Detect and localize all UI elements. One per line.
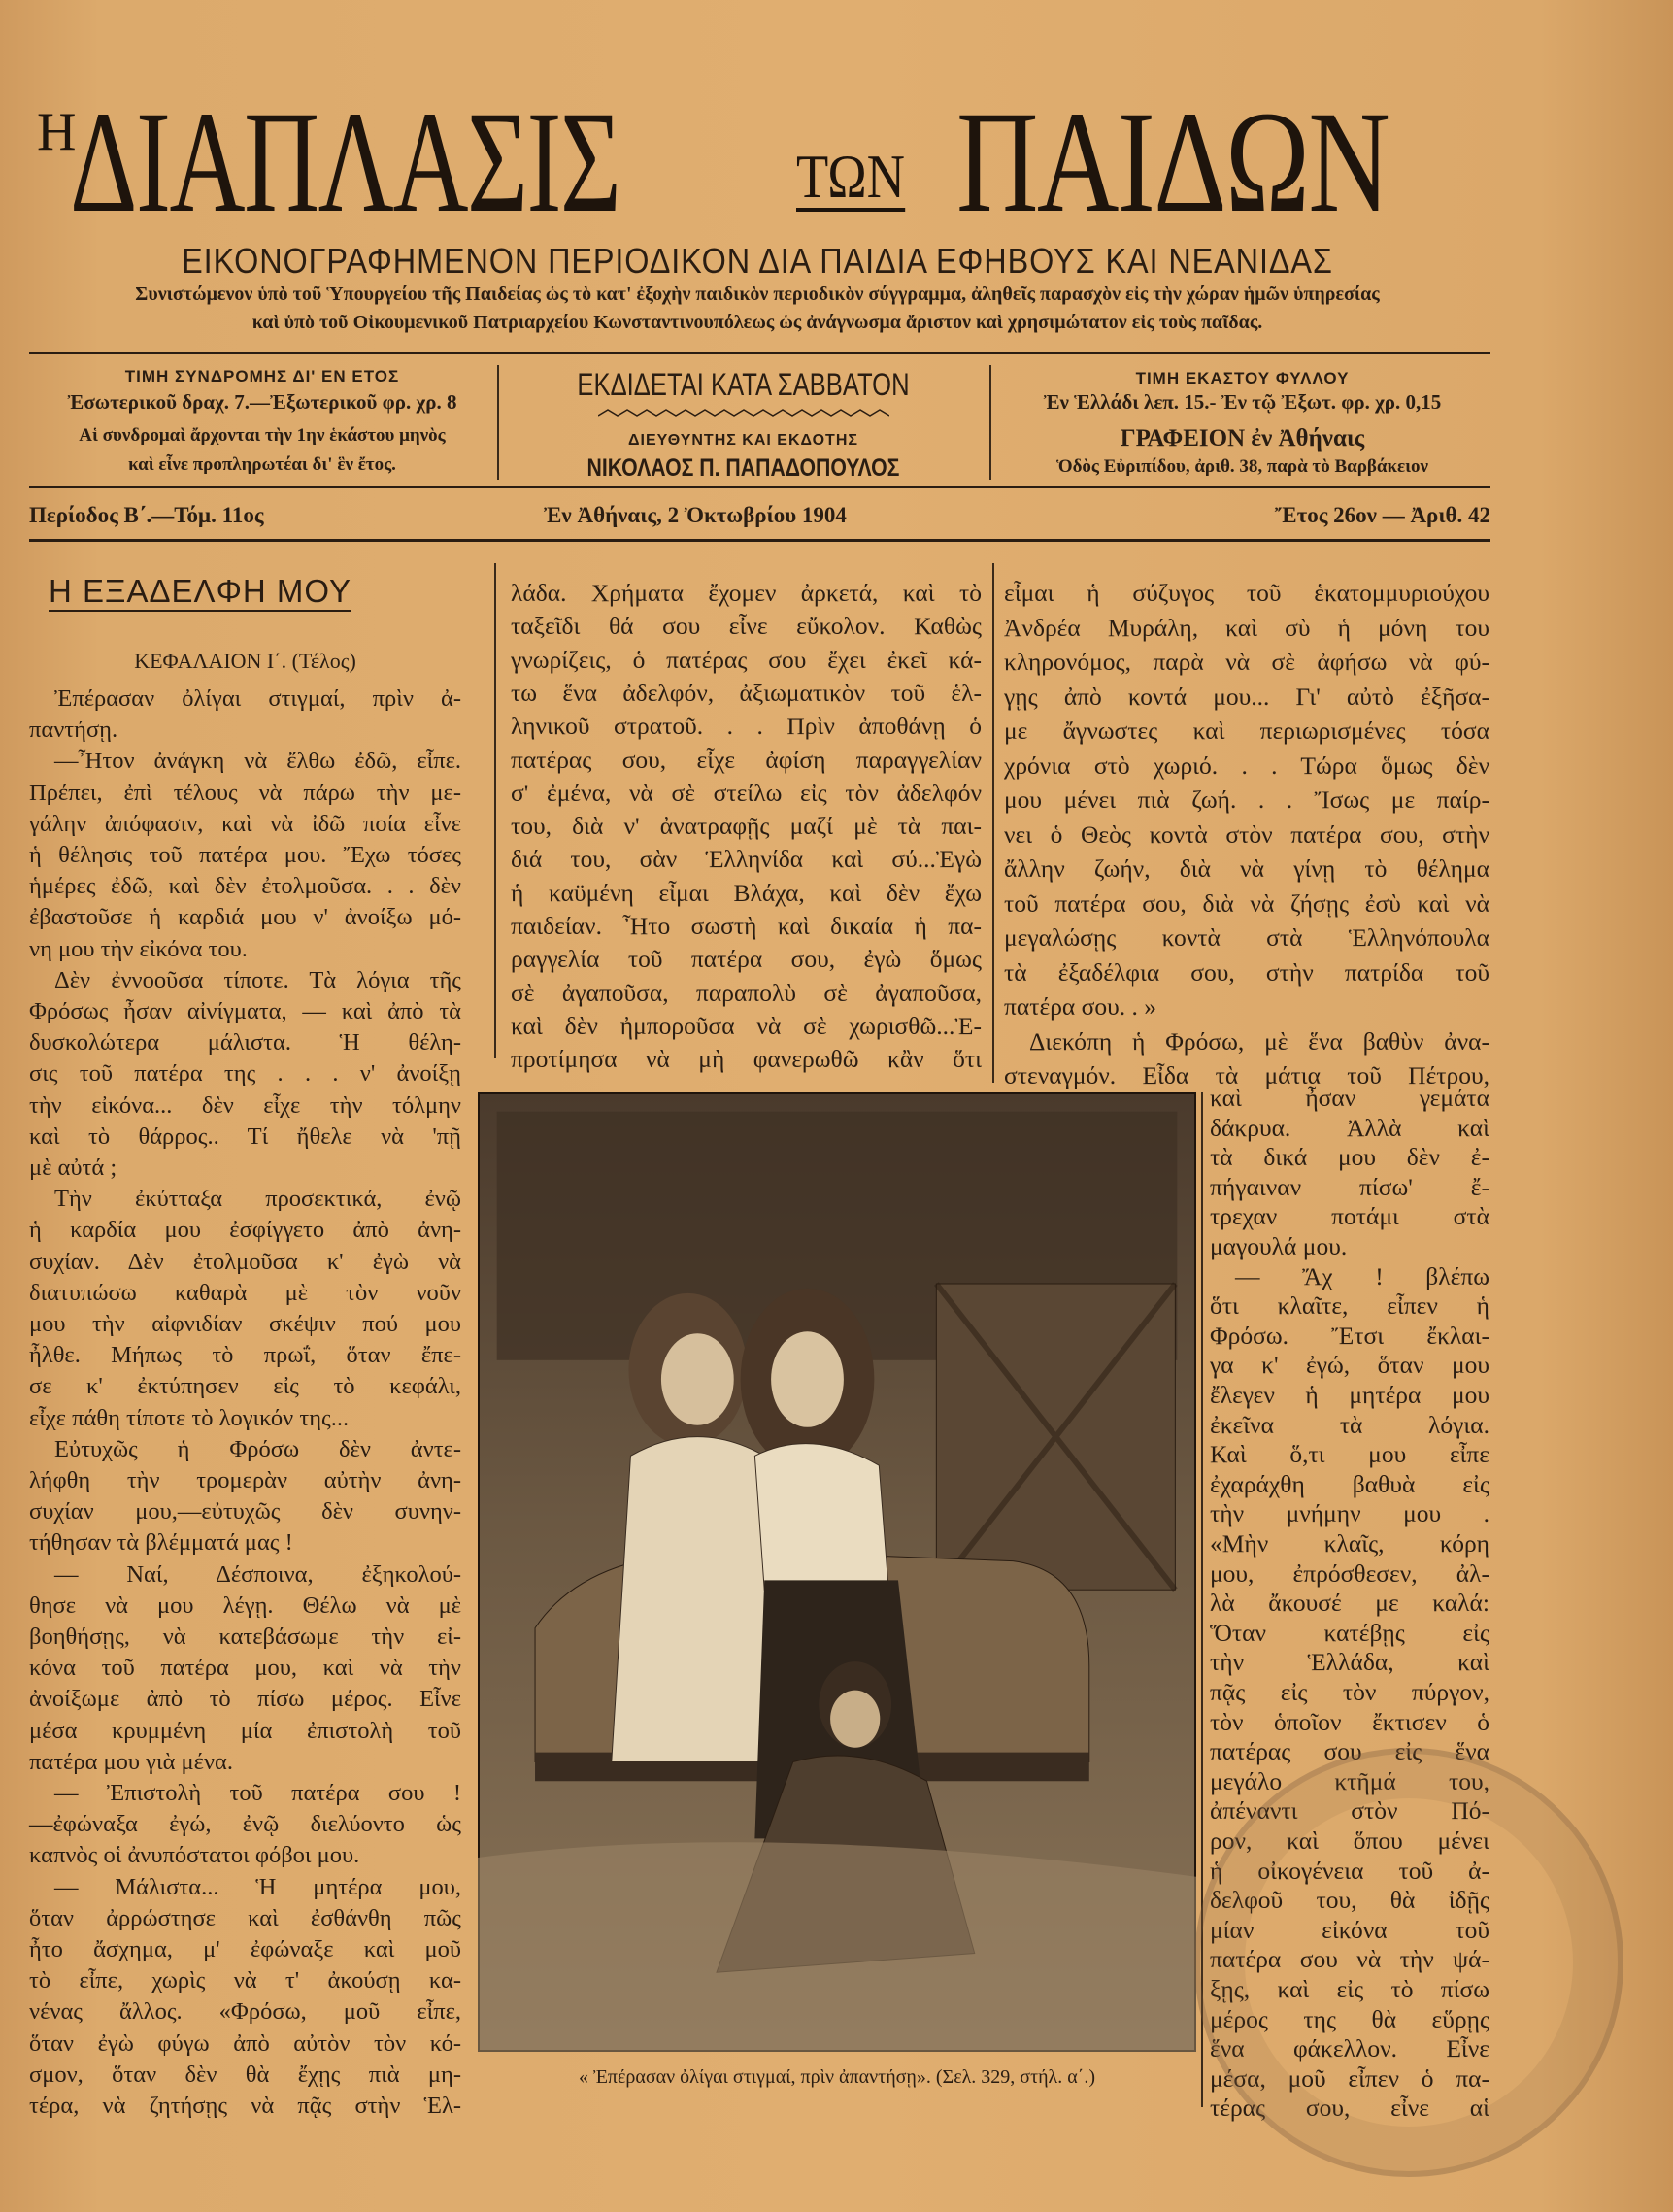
article-text-line: μέσα κρυμμένη μία ἐπιστολὴ τοῦ xyxy=(29,1717,461,1744)
article-text-line: Φρόσω. Ἔτσι ἔκλαι- xyxy=(1210,1321,1489,1350)
article-text-line: τέρα, νὰ ζητήσῃς νὰ πᾷς στὴν Ἑλ- xyxy=(29,2093,461,2119)
article-text-line: μέσα, μοῦ εἶπεν ὁ πα- xyxy=(1210,2063,1489,2093)
article-text-line: —ἐφώναξα ἐγώ, ἐνῷ διελύοντο ὡς xyxy=(29,1811,461,1838)
article-text-line: «Μὴν κλαῖς, κόρη xyxy=(1210,1529,1489,1558)
article-text-line: στεναγμόν. Εἶδα τὰ μάτια τοῦ Πέτρου, xyxy=(1004,1061,1489,1089)
article-text-line: παιδείαν. Ἦτο σωστὴ καὶ δικαία ἡ πα- xyxy=(511,912,982,940)
article-text-line: μου, ἐπρόσθεσεν, ἀλ- xyxy=(1210,1558,1489,1588)
article-text-line: τὰ δικά μου δὲν ἐ- xyxy=(1210,1143,1489,1172)
article-text-line: μέρος της θὰ εὕρῃς xyxy=(1210,2004,1489,2033)
column-rule xyxy=(992,563,994,1083)
article-text-line: ξῃς, καὶ εἰς τὸ πίσω xyxy=(1210,1975,1489,2003)
article-text-line: με ἄγνωστες καὶ περιωρισμένες τόσα xyxy=(1004,717,1489,745)
article-text-line: του, διὰ ν' ἀνατραφῇς μαζί μὲ τὰ παι- xyxy=(511,812,982,841)
article-text-line: ὅταν ἐγὼ φύγω ἀπὸ αὐτὸν τὸν κό- xyxy=(29,2029,461,2057)
article-text-line: παντήσῃ. xyxy=(29,717,118,744)
article-text-line: εἶχε πάθη τίποτε τὸ λογικόν της... xyxy=(29,1404,350,1431)
office-heading: ΓΡΑΦΕΙΟΝ ἐν Ἀθήναις xyxy=(1120,425,1365,452)
article-text-line: πατέρας σου, εἶχε ἀφίση παραγγελίαν xyxy=(511,745,982,774)
divider xyxy=(29,539,1490,542)
article-text-line: γα κ' ἐγώ, ὅταν μου xyxy=(1210,1351,1489,1380)
subscription-prepaid: καὶ εἶνε προπληρωτέαι δι' ἓν ἔτος. xyxy=(128,454,396,475)
issue-volume: Περίοδος Β΄.—Τόμ. 11ος xyxy=(29,503,264,527)
article-text-line: πατέρα σου νὰ τὴν ψά- xyxy=(1210,1945,1489,1974)
article-text-line: καὶ ἦσαν γεμάτα xyxy=(1210,1084,1489,1112)
article-text-line: λάδα. Χρήματα ἔχομεν ἀρκετά, καὶ τὸ xyxy=(511,579,982,607)
article-text-line: ραγγελία τοῦ πατέρα σου, ἐγὼ ὅμως xyxy=(511,945,982,974)
illustration-caption: « Ἐπέρασαν ὀλίγαι στιγμαί, πρὶν ἀπαντήσῃ». (Σελ. 329, στήλ. α΄.) xyxy=(578,2066,1096,2088)
article-text-line: συχίαν μου,—εὐτυχῶς δὲν συνην- xyxy=(29,1498,461,1525)
article-text-line: τὴν εἰκόνα... δὲν εἶχε τὴν τόλμην xyxy=(29,1091,461,1119)
article-text-line: Φρόσως ἦσαν αἰνίγματα, — καὶ ἀπὸ τὰ xyxy=(29,998,461,1024)
article-text-line: Δὲν ἐννοοῦσα τίποτε. Τὰ λόγια τῆς xyxy=(54,966,461,993)
subscription-prices: Ἐσωτερικοῦ δραχ. 7.—Ἐξωτερικοῦ φρ. χρ. 8 xyxy=(67,390,457,414)
endorsement-line-2: καὶ ὑπὸ τοῦ Οἰκουμενικοῦ Πατριαρχείου Κωνσταντινουπόλεως ὡς ἀνάγνωσμα ἄριστον καὶ χρησιμώτατον εἰς τοὺς παῖδας. xyxy=(251,312,1263,333)
box-divider xyxy=(989,365,991,480)
article-text-line: Εὐτυχῶς ἡ Φρόσω δὲν ἀντε- xyxy=(54,1435,461,1462)
column-rule xyxy=(494,563,496,1058)
article-text-line: πᾷς εἰς τὸν πύργον, xyxy=(1210,1678,1489,1706)
article-text-line: ἡ οἰκογένεια τοῦ ἀ- xyxy=(1210,1856,1489,1885)
subscription-start: Αἱ συνδρομαὶ ἄρχονται τὴν 1ην ἑκάστου μηνὸς xyxy=(79,425,446,446)
article-text-line: συχίαν. Δὲν ἐτολμοῦσα κ' ἐγὼ νὰ xyxy=(29,1248,461,1275)
article-text-line: — Μάλιστα... Ἡ μητέρα μου, xyxy=(54,1873,461,1900)
article-text-line: ρον, καὶ ὅπου μένει xyxy=(1210,1827,1489,1855)
article-text-line: καπνὸς οἱ ἀνυπόστατοι φόβοι μου. xyxy=(29,1842,360,1869)
article-text-line: τέρας σου, εἶνε αἱ xyxy=(1210,2094,1489,2123)
article-text-line: ἀπέναντι στὸν Πό- xyxy=(1210,1796,1489,1826)
article-text-line: ἕνα φάκελλον. Εἶνε xyxy=(1210,2034,1489,2063)
article-text-line: χρόνια στὸ χωριό. . . Τώρα ὅμως δὲν xyxy=(1004,751,1489,780)
article-text-line: Ὅταν κατέβῃς εἰς xyxy=(1210,1618,1489,1647)
article-text-line: ἦλθε. Μήπως τὸ πρωΐ, ὅταν ἔπε- xyxy=(29,1342,461,1369)
article-text-line: διατυπώσω καθαρὰ μὲ τὸν νοῦν xyxy=(29,1279,461,1306)
issued-saturday: ΕΚΔΙΔΕΤΑΙ ΚΑΤΑ ΣΑΒΒΑΤΟΝ xyxy=(577,367,910,402)
chapter-label: ΚΕΦΑΛΑΙΟΝ Ι΄. (Τέλος) xyxy=(134,649,356,673)
article-text-line: τω ἕνα ἀδελφόν, ἀξιωματικὸν τοῦ ἑλ- xyxy=(511,678,982,707)
article-text-line: τρεχαν ποτάμι στὰ xyxy=(1210,1202,1489,1231)
article-text-line: τὸν ὁποῖον ἔκτισεν ὁ xyxy=(1210,1707,1489,1736)
article-text-line: προτίμησα νὰ μὴ φανερωθῶ κἂν ὅτι xyxy=(511,1045,982,1074)
office-address: Ὁδὸς Εὐριπίδου, ἀριθ. 38, παρὰ τὸ Βαρβάκειον xyxy=(1055,456,1429,477)
article-text-line: λὰ ἄκουσέ με καλά: xyxy=(1210,1589,1489,1618)
article-text-line: πατέρα σου. . » xyxy=(1004,992,1157,1021)
subscription-info xyxy=(29,361,495,483)
article-text-line: εἶμαι ἡ σύζυγος τοῦ ἑκατομμυριούχου xyxy=(1004,579,1489,607)
issue-date: Ἐν Ἀθήναις, 2 Ὀκτωβρίου 1904 xyxy=(544,503,847,527)
article-text-line: ἡ καϋμένη εἶμαι Βλάχα, καὶ δὲν ἔχω xyxy=(511,878,982,907)
article-text-line: ἡ θέλησις τοῦ πατέρα μου. Ἔχω τόσες xyxy=(29,842,461,868)
article-text-line: — Ἄχ ! βλέπω xyxy=(1235,1261,1489,1290)
article-text-line: πήγαιναν πίσω' ἔ- xyxy=(1210,1172,1489,1201)
masthead-word-paidon: ΠΑΙΔΩΝ xyxy=(956,82,1389,243)
article-text-line: ἐχαράχθη βαθυὰ εἰς xyxy=(1210,1469,1489,1498)
article-text-line: μου μένει πιὰ ζωή. . . Ἴσως με παίρ- xyxy=(1004,786,1489,814)
divider xyxy=(29,486,1490,488)
subtitle: ΕΙΚΟΝΟΓΡΑΦΗΜΕΝΟΝ ΠΕΡΙΟΔΙΚΟΝ ΔΙΑ ΠΑΙΔΙΑ ΕΦΗΒΟΥΣ ΚΑΙ ΝΕΑΝΙΔΑΣ xyxy=(182,241,1333,281)
article-text-line: σ' ἐμένα, νὰ σὲ στείλω εἰς τὸν ἀδελφόν xyxy=(511,778,982,807)
article-text-line: νένας ἄλλος. «Φρόσω, μοῦ εἶπε, xyxy=(29,1998,461,2026)
article-text-line: σε κ' ἐκτύπησεν εἰς τὸ κεφάλι, xyxy=(29,1373,461,1400)
article-text-line: γῃς ἀπὸ κοντά μου... Γι' αὐτὸ ἐξῆσα- xyxy=(1004,682,1489,711)
article-text-line: διά του, σὰν Ἑλληνίδα καὶ σύ...Ἐγὼ xyxy=(511,845,982,874)
article-text-line: ἄλλην ζωήν, διὰ νὰ γίνῃ τὸ θέλημα xyxy=(1004,855,1489,883)
article-text-line: λήφθη τὴν τρομερὰν αὐτὴν ἀνη- xyxy=(29,1467,461,1493)
article-text-line: πατέρα μου γιὰ μένα. xyxy=(29,1748,234,1775)
article-text-line: τὴν μνήμην μου . xyxy=(1210,1499,1489,1528)
article-text-line: γάλην ἀπόφασιν, καὶ νὰ ἰδῶ ποία εἶνε xyxy=(29,810,461,837)
article-text-line: ἡμέρες ἐδῶ, καὶ δὲν ἐτολμοῦσα. . . δὲν xyxy=(29,873,461,900)
article-text-line: ταξεῖδι θά σου εἶνε εὔκολον. Καθὼς xyxy=(511,612,982,641)
article-text-line: σμον, ὅταν δὲν θὰ ἔχῃς πιὰ μη- xyxy=(29,2061,461,2088)
article-text-line: νει ὁ Θεὸς κοντὰ στὸν πατέρα σου, στὴν xyxy=(1004,820,1489,849)
article-text-line: Ἀνδρέα Μυράλη, καὶ σὺ ἡ μόνη του xyxy=(1004,613,1489,642)
issue-price-heading: ΤΙΜΗ ΕΚΑΣΤΟΥ ΦΥΛΛΟΥ xyxy=(1135,369,1350,387)
masthead-article: Η xyxy=(37,102,77,162)
article-text-line: μαγουλά μου. xyxy=(1210,1232,1348,1260)
article-text-line: τὰ ἐξαδέλφια σου, στὴν πατρίδα τοῦ xyxy=(1004,957,1489,987)
issue-price-info xyxy=(992,361,1492,483)
article-text-line: θησε νὰ μου λέγῃ. Θέλω νὰ μὲ xyxy=(29,1592,461,1619)
article-text-line: τὴν Ἑλλάδα, καὶ xyxy=(1210,1648,1489,1677)
article-text-line: Πρέπει, ἐπὶ τέλους νὰ πάρω τὴν με- xyxy=(29,779,461,806)
masthead-word-diaplasis: ΔΙΑΠΛΑΣΙΣ xyxy=(70,82,620,243)
article-text-line: πατέρας σου εἰς ἕνα xyxy=(1210,1737,1489,1766)
article-text-line: νη μου τὴν εἰκόνα του. xyxy=(29,935,248,962)
article-text-line: μεγάλο κτῆμά του, xyxy=(1210,1766,1489,1795)
illustration-engraving xyxy=(478,1092,1196,2052)
article-text-line: ληνικοῦ στρατοῦ. . . Πρὶν ἀποθάνῃ ὁ xyxy=(511,712,982,741)
article-text-line: Διεκόπη ἡ Φρόσω, μὲ ἕνα βαθὺν ἀνα- xyxy=(1029,1026,1489,1056)
article-text-line: σὲ ἀγαποῦσα, παραπολὺ σὲ ἀγαποῦσα, xyxy=(511,978,982,1007)
article-text-line: ἡ καρδία μου ἐσφίγγετο ἀπὸ ἀνη- xyxy=(29,1217,461,1244)
article-text-line: ἀνοίξωμε ἀπὸ τὸ πίσω μέρος. Εἶνε xyxy=(29,1686,461,1713)
article-text-line: μεγαλώσῃς κοντὰ στὰ Ἑλληνόπουλα xyxy=(1004,923,1489,952)
article-text-line: τοῦ πατέρα σου, διὰ νὰ ζήσῃς ἐσὺ καὶ νὰ xyxy=(1004,888,1489,918)
article-text-line: Καὶ ὅ,τι μου εἶπε xyxy=(1210,1440,1489,1469)
article-text-line: ἦτο ἄσχημα, μ' ἐφώναξε καὶ μοῦ xyxy=(29,1936,461,1962)
issue-prices: Ἐν Ἑλλάδι λεπ. 15.- Ἐν τῷ Ἐξωτ. φρ. χρ. 0,15 xyxy=(1043,390,1442,414)
article-text-line: — Ἐπιστολὴ τοῦ πατέρα σου ! xyxy=(54,1780,461,1806)
article-text-line: δυσκολώτερα μάλιστα. Ἡ θέλη- xyxy=(29,1029,461,1056)
article-text-line: ἐκεῖνα τὰ λόγια. xyxy=(1210,1410,1489,1439)
zigzag-ornament xyxy=(499,408,987,418)
editor-role: ΔΙΕΥΘΥΝΤΗΣ ΚΑΙ ΕΚΔΟΤΗΣ xyxy=(628,432,858,449)
article-text-line: Ἐπέρασαν ὀλίγαι στιγμαί, πρὶν ἀ- xyxy=(54,686,461,712)
article-text-line: καὶ δὲν ἠμποροῦσα νὰ σὲ χωρισθῶ...Ἐ- xyxy=(511,1011,982,1040)
divider xyxy=(29,352,1490,354)
publication-info xyxy=(499,361,987,483)
article-text-line: — Ναί, Δέσποινα, ἐξηκολού- xyxy=(54,1560,461,1588)
masthead-word-ton: ΤΩΝ xyxy=(796,142,905,211)
article-text-line: ὅτι κλαῖτε, εἶπεν ἡ xyxy=(1210,1291,1489,1321)
article-text-line: σις τοῦ πατέρα της . . . ν' ἀνοίξῃ xyxy=(29,1060,461,1088)
subscription-heading: ΤΙΜΗ ΣΥΝΔΡΟΜΗΣ ΔΙ' ΕΝ ΕΤΟΣ xyxy=(124,367,400,385)
editor-name: ΝΙΚΟΛΑΟΣ Π. ΠΑΠΑΔΟΠΟΥΛΟΣ xyxy=(586,454,900,482)
article-text-line: —Ἦτον ἀνάγκη νὰ ἔλθω ἐδῶ, εἶπε. xyxy=(54,748,461,775)
endorsement-line-1: Συνιστώμενον ὑπὸ τοῦ Ὑπουργείου τῆς Παιδείας ὡς τὸ κατ' ἐξοχὴν παιδικὸν περιοδικὸν σύγγραμμα, ἀληθεῖς παρασχὸν εἰς τὴν χώραν ἡμῶν ὑπηρεσίας xyxy=(135,284,1380,305)
article-text-line: τήθησαν τὰ βλέμματά μας ! xyxy=(29,1529,293,1557)
article-text-line: κόνα τοῦ πατέρα μου, καὶ νὰ τὴν xyxy=(29,1655,461,1682)
column-rule xyxy=(1201,1092,1203,2107)
article-text-line: δελφοῦ του, θὰ ἰδῇς xyxy=(1210,1886,1489,1915)
article-text-line: ἔλεγεν ἡ μητέρα μου xyxy=(1210,1381,1489,1409)
masthead xyxy=(0,0,1673,243)
article-text-line: βοηθήσῃς, νὰ κατεβάσωμε τὴν εἰ- xyxy=(29,1624,461,1650)
article-text-line: μου τὴν αἰφνιδίαν σκέψιν πού μου xyxy=(29,1311,461,1337)
article-text-line: κληρονόμος, παρὰ νὰ σὲ ἀφήσω νὰ φύ- xyxy=(1004,648,1489,676)
article-text-line: μὲ αὐτά ; xyxy=(29,1155,117,1181)
article-title: Η ΕΞΑΔΕΛΦΗ ΜΟΥ xyxy=(49,573,351,612)
article-text-line: ὅταν ἀρρώστησε καὶ ἐσθάνθη πῶς xyxy=(29,1904,461,1931)
article-text-line: τὸ εἶπε, χωρὶς νὰ τ' ἀκούσῃ κα- xyxy=(29,1967,461,1994)
article-text-line: μίαν εἰκόνα τοῦ xyxy=(1210,1915,1489,1944)
article-text-line: δάκρυα. Ἀλλὰ καὶ xyxy=(1210,1113,1489,1142)
article-text-line: ἐβαστοῦσε ἡ καρδιά μου ν' ἀνοίξω μό- xyxy=(29,904,461,931)
article-text-line: Τὴν ἐκύτταξα προσεκτικά, ἐνῷ xyxy=(54,1186,461,1213)
article-text-line: γνωρίζεις, ὁ πατέρας σου ἔχει ἐκεῖ κά- xyxy=(511,645,982,674)
issue-number: Ἔτος 26ον — Ἀριθ. 42 xyxy=(1274,503,1490,527)
illustration xyxy=(478,1092,1196,2052)
article-text-line: καὶ τὸ θάρρος.. Τί ἤθελε νὰ 'πῇ xyxy=(29,1123,461,1150)
